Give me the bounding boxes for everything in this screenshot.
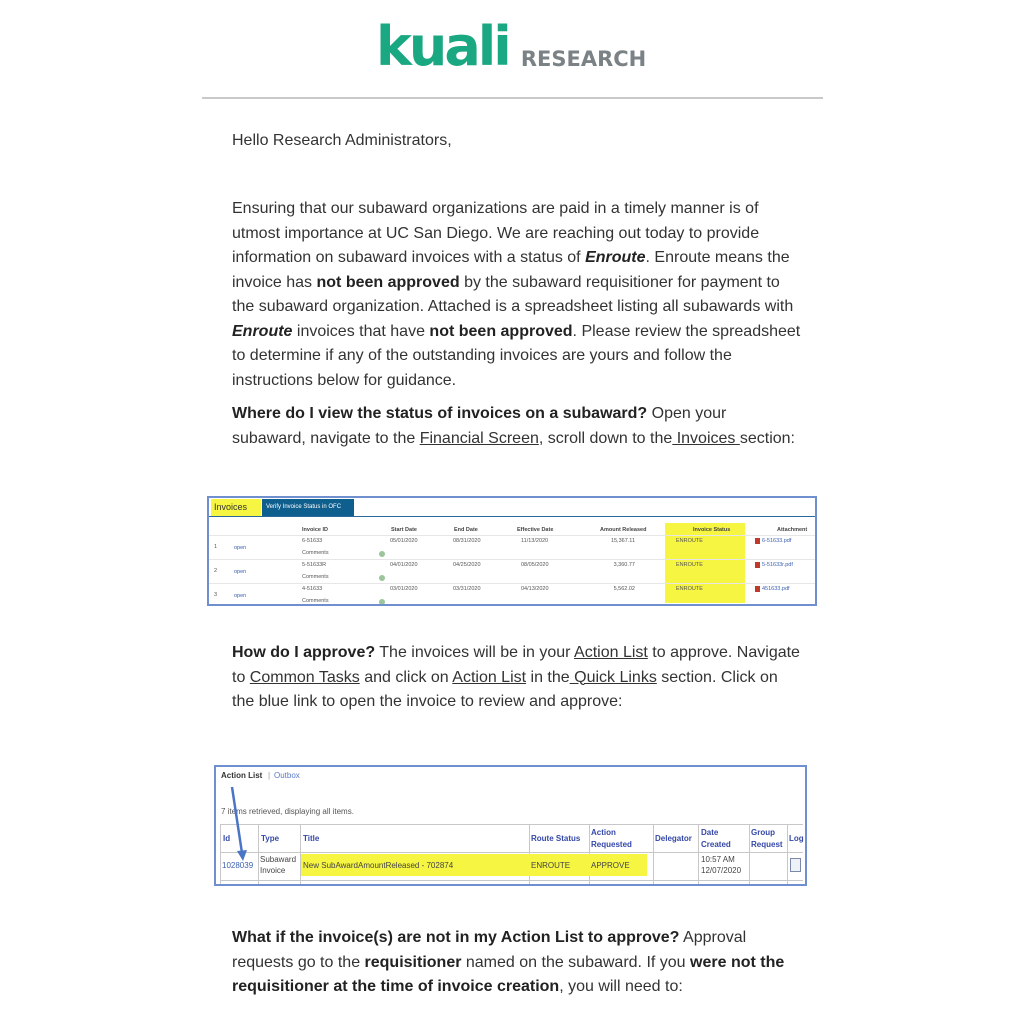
type-line1: Subaward <box>260 855 297 864</box>
text-segment: by the subaward requisitioner for payment to the subaward organization. Attached is a spreadsheet listing all subawards with <box>232 273 794 315</box>
comments-label: Comments <box>302 574 329 580</box>
comment-add-icon[interactable] <box>379 575 385 581</box>
invoice-id: 4-51633 <box>302 586 323 592</box>
text-segment: , you will need to: <box>559 978 683 995</box>
text-segment: Open your subaward, navigate to the <box>232 405 727 447</box>
comment-add-icon[interactable] <box>379 599 385 605</box>
start-date: 05/01/2020 <box>390 538 418 544</box>
col-request: Request <box>751 840 783 849</box>
invoice-status: ENROUTE <box>676 586 703 592</box>
col-type: Type <box>261 834 280 843</box>
col-route-status: Route Status <box>531 834 581 843</box>
start-date: 03/01/2020 <box>390 586 418 592</box>
text-segment: Ensuring that our subaward organizations are paid in a timely manner is of utmost importance at UC San Diego. We are reaching out today to provide information on subaward invoices with a status of <box>232 200 760 266</box>
logo-brand: kuali <box>376 15 509 78</box>
link-text[interactable]: Quick Links <box>569 668 657 686</box>
text-segment: section. Click on the blue link to open the invoice to review and approve: <box>232 668 778 710</box>
greeting: Hello Research Administrators, <box>232 132 452 149</box>
kuali-research-logo <box>376 15 647 78</box>
invoice-status: ENROUTE <box>676 538 703 544</box>
action-list-screenshot <box>214 765 807 886</box>
col-effective-date: Effective Date <box>517 527 554 533</box>
effective-date: 08/05/2020 <box>521 562 549 568</box>
effective-date: 11/13/2020 <box>521 538 549 544</box>
attachment-link[interactable]: 451633.pdf <box>762 586 790 592</box>
start-date: 04/01/2020 <box>390 562 418 568</box>
link-text[interactable]: Action List <box>452 668 527 686</box>
pdf-icon <box>755 538 760 544</box>
amount-released: 15,367.11 <box>610 538 635 544</box>
text-segment: not been approved <box>429 322 573 340</box>
text-segment: . Please review the spreadsheet to determine if any of the outstanding invoices are yours and follow the instructions below for guidance. <box>232 322 801 389</box>
comments-label: Comments <box>302 550 329 556</box>
col-end-date: End Date <box>454 527 478 533</box>
col-delegator: Delegator <box>655 834 692 843</box>
row-time: 10:57 AM <box>701 855 735 864</box>
text-segment: section: <box>739 429 795 447</box>
open-link[interactable]: open <box>234 569 247 575</box>
text-segment: to approve. Navigate to <box>232 644 800 686</box>
text-segment: Approval requests go to the <box>232 929 747 971</box>
col-amount-released: Amount Released <box>600 527 647 533</box>
open-link[interactable]: open <box>234 593 247 599</box>
col-action: Action <box>591 828 616 837</box>
verify-invoice-status-tab: Verify Invoice Status in OFC <box>262 499 354 516</box>
arrow-annotation <box>216 767 807 886</box>
text-segment: were not the requisitioner at the time of invoice creation <box>232 953 785 995</box>
invoices-tab: Invoices <box>211 499 261 516</box>
link-text[interactable]: Financial Screen <box>419 429 539 447</box>
attachment-link[interactable]: 6-51633.pdf <box>762 538 792 544</box>
col-attachment: Attachment <box>777 527 808 533</box>
header-divider <box>202 97 823 99</box>
text-segment: named on the subaward. If you <box>461 953 691 971</box>
end-date: 04/25/2020 <box>453 562 481 568</box>
row-divider <box>209 559 815 560</box>
tab-separator: | <box>268 771 271 780</box>
col-log: Log <box>789 834 804 843</box>
invoice-status: ENROUTE <box>676 562 703 568</box>
col-created: Created <box>701 840 731 849</box>
text-segment: Enroute <box>585 249 646 266</box>
link-text[interactable]: Invoices <box>672 429 740 447</box>
text-segment: The invoices will be in your <box>375 644 575 661</box>
text-segment: Where do I view the status of invoices on a subaward? <box>232 405 648 422</box>
document-id-link[interactable]: 1028039 <box>222 861 254 870</box>
row-action-requested: APPROVE <box>591 861 630 870</box>
row-number: 3 <box>214 592 218 598</box>
amount-released: 5,562.02 <box>613 586 635 592</box>
type-line2: Invoice <box>260 866 286 875</box>
attachment-link[interactable]: 5-51633r.pdf <box>762 562 793 568</box>
items-summary: 7 items retrieved, displaying all items. <box>221 807 354 816</box>
text-segment: requisitioner <box>364 953 462 971</box>
col-requested: Requested <box>591 840 632 849</box>
invoice-id: 5-51633R <box>302 562 327 568</box>
row-divider <box>209 535 815 536</box>
col-title: Title <box>303 834 320 843</box>
comment-add-icon[interactable] <box>379 551 385 557</box>
text-segment: . Enroute means the invoice has <box>232 249 790 291</box>
pdf-icon <box>755 562 760 568</box>
outbox-tab: Outbox <box>274 771 300 780</box>
col-invoice-id: Invoice ID <box>302 527 328 533</box>
invoices-screenshot <box>207 496 817 606</box>
action-list-tab: Action List <box>221 771 263 780</box>
col-date: Date <box>701 828 719 837</box>
text-segment: invoices that have <box>292 322 430 340</box>
text-segment: not been approved <box>316 273 460 291</box>
pdf-icon <box>755 586 760 592</box>
end-date: 08/31/2020 <box>453 538 481 544</box>
comments-label: Comments <box>302 598 329 604</box>
col-start-date: Start Date <box>391 527 417 533</box>
row-divider <box>209 583 815 584</box>
amount-released: 3,360.77 <box>613 562 635 568</box>
row-route-status: ENROUTE <box>531 861 571 870</box>
invoice-id: 6-51633 <box>302 538 323 544</box>
text-segment: What if the invoice(s) are not in my Action List to approve? <box>232 929 680 946</box>
approve-paragraph <box>232 641 802 715</box>
col-invoice-status: Invoice Status <box>693 527 731 533</box>
text-segment: and click on <box>359 668 453 686</box>
open-link[interactable]: open <box>234 545 247 551</box>
row-date: 12/07/2020 <box>701 866 742 875</box>
text-segment: Enroute <box>232 322 293 340</box>
logo-product: RESEARCH <box>520 47 647 71</box>
effective-date: 04/13/2020 <box>521 586 549 592</box>
link-text[interactable]: Action List <box>574 644 648 661</box>
row-number: 1 <box>214 544 218 550</box>
intro-paragraph <box>232 197 802 393</box>
not-in-list-paragraph <box>232 926 802 1000</box>
view-status-paragraph <box>232 402 802 451</box>
end-date: 03/31/2020 <box>453 586 481 592</box>
text-segment: in the <box>526 668 570 686</box>
col-group: Group <box>751 828 775 837</box>
link-text[interactable]: Common Tasks <box>249 668 360 686</box>
col-id: Id <box>223 834 231 843</box>
row-title: New SubAwardAmountReleased - 702874 <box>303 861 454 870</box>
row-number: 2 <box>214 568 218 574</box>
text-segment: How do I approve? <box>232 644 376 661</box>
text-segment: , scroll down to the <box>538 429 673 447</box>
